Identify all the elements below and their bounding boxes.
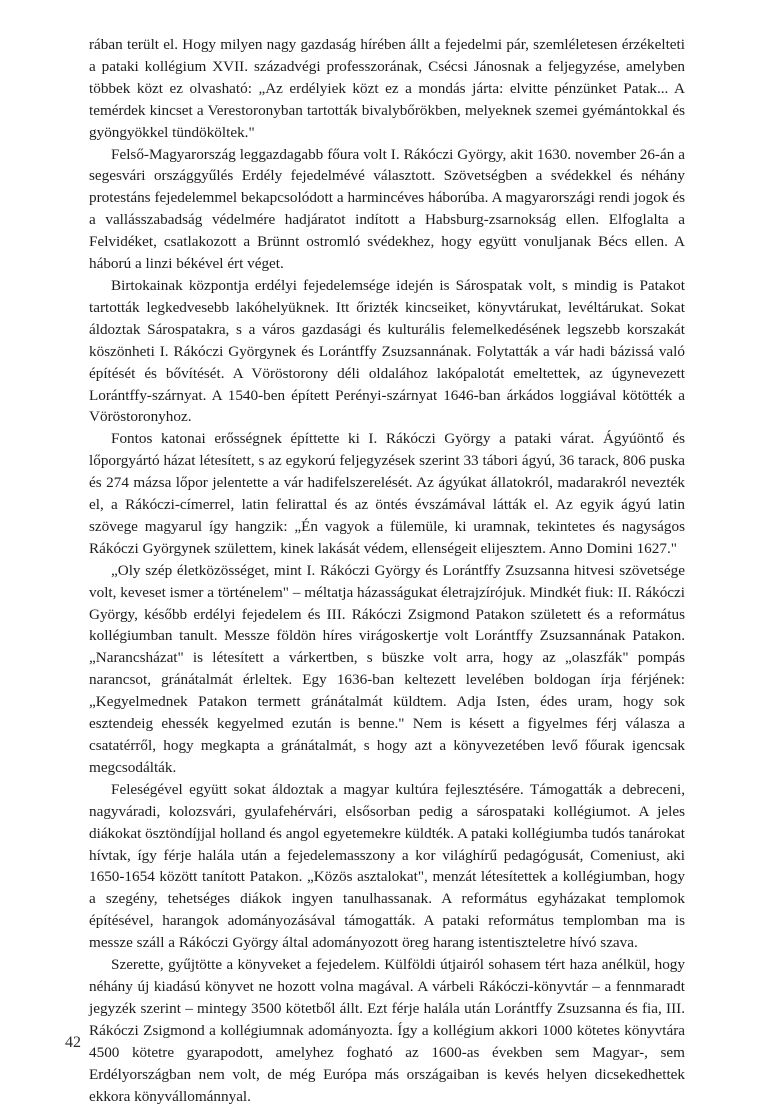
page-number: 42 bbox=[65, 1034, 81, 1051]
page-text-block bbox=[89, 34, 685, 1107]
paragraph-5: „Oly szép életközösséget, mint I. Rákóczi György és Lorántffy Zsuzsanna hitvesi szövetsége volt, keveset ismer a történelem" – méltatja házasságukat életrajzírójuk. Mindkét fiuk: II. Rákóczi György, később erdélyi fejedelem és III. Rákóczi Zsigmond Patakon született és a református kollégiumban tanult. Messze földön híres virágoskertje volt Lorántffy Zsuzsannának Patakon. „Narancsházat" is létesített a várkertben, s büszke volt arra, hogy az „olaszfák" pompás narancsot, gránátalmát érleltek. Egy 1636-ban keltezett levelében boldogan írja férjének: „Kegyelmednek Patakon termett gránátalmát küldtem. Adja Isten, édes uram, hogy sok esztendeig ehessék kegyelmed ezután is benne." Nem is késett a figyelmes férj válasza a csatatérről, hogy megkapta a gránátalmát, s hogy azt a könyvezetében levő főurak igencsak megcsodálták. bbox=[89, 561, 685, 776]
paragraph-4: Fontos katonai erősségnek építtette ki I. Rákóczi György a pataki várat. Ágyúöntő és lőporgyártó házat létesített, s az egykorú feljegyzések szerint 33 tábori ágyú, 36 tarack, 806 puska és 274 mázsa lőpor jelentette a vár hadifelszerelését. Az ágyúkat állatokról, madarakról nevezték el, a Rákóczi-címerrel, latin felirattal és az öntés évszámával látták el. Az egyik ágyú latin szövege magyarul így hangzik: „Én vagyok a fülemüle, ki uramnak, tekintetes és nagyságos Rákóczi Györgynek születtem, kinek lakását védem, ellenségeit elijesztem. Anno Domini 1627." bbox=[89, 430, 685, 557]
paragraph-1: rában terült el. Hogy milyen nagy gazdaság hírében állt a fejedelmi pár, szemléletesen érzékelteti a pataki kollégium XVII. századvégi professzorának, Csécsi Jánosnak a feljegyzése, amelyben többek közt ez olvasható: „Az erdélyiek közt ez a mondás járta: elvitte pénzünket Patak... A temérdek kincset a Verestoronyban tartották bivalybőrökben, melyeknek szemei gyémántokkal és gyöngyökkel tündököltek." bbox=[89, 36, 685, 141]
paragraph-7: Szerette, gyűjtötte a könyveket a fejedelem. Külföldi útjairól sohasem tért haza anélkül, hogy néhány új kiadású könyvet ne hozott volna magával. A várbeli Rákóczi-könyvtár – a fennmaradt jegyzék szerint – mintegy 3500 kötetből állt. Ezt férje halála után Lorántffy Zsuzsanna és fia, III. Rákóczi Zsigmond a kollégiumnak adományozta. Így a kollégium akkori 1000 kötetes könyvtára 4500 kötetre gyarapodott, amelyhez fogható az 1600-as években sem Magyar-, sem Erdélyországban nem volt, de még Európa más országaiban is kevés helyen dicsekedhettek ekkora könyvállománnyal. bbox=[89, 956, 685, 1105]
paragraph-2: Felső-Magyarország leggazdagabb főura volt I. Rákóczi György, akit 1630. november 26-án a segesvári országgyűlés Erdély fejedelmévé választott. Szövetségben a svédekkel és néhány protestáns fejedelemmel bekapcsolódott a harmincéves háborúba. A magyarországi rendi jogok és a vallásszabadság védelmére hadjáratot indított a Habsburg-zsarnokság ellen. Elfoglalta a Felvidéket, csatlakozott a Brünnt ostromló svédekhez, hogy együtt vonuljanak Bécs ellen. A háború a linzi békével ért véget. bbox=[89, 145, 685, 273]
paragraph-6: Feleségével együtt sokat áldoztak a magyar kultúra fejlesztésére. Támogatták a debreceni, nagyváradi, kolozsvári, gyulafehérvári, elsősorban pedig a sárospataki kollégiumot. A jeles diákokat ösztöndíjjal holland és angol egyetemekre küldték. A pataki kollégiumba tudós tanárokat hívtak, így férje halála után a fejedelemasszony a kor világhírű pedagógusát, Comeniust, aki 1650-1654 között tanított Patakon. „Közös asztalokat", menzát létesítettek a kollégiumban, hogy a szegény, tehetséges diákok ingyen tanulhassanak. A református egyházakat templomok építésével, harangok adományozásával támogatták. A pataki református templomban ma is messze száll a Rákóczi György által adományozott öreg harang istentiszteletre hívó szava. bbox=[89, 780, 685, 952]
paragraph-3: Birtokainak központja erdélyi fejedelemsége idején is Sárospatak volt, s mindig is Patakot tartották legkedvesebb lakóhelyüknek. Itt őrizték kincseiket, könyvtárukat, levéltárukat. Sokat áldoztak Sárospatakra, s a város gazdasági és kulturális felemelkedésének legszebb korszakát köszönheti I. Rákóczi Györgynek és Lorántffy Zsuzsannának. Folytatták a vár hadi bázissá való építését és bővítését. A Vöröstorony déli oldalához lakópalotát emeltettek, az úgynevezett Lorántffy-szárnyat. A 1540-ben épített Perényi-szárnyat 1646-ban árkádos loggiával kötötték a Vöröstoronyhoz. bbox=[89, 276, 685, 426]
